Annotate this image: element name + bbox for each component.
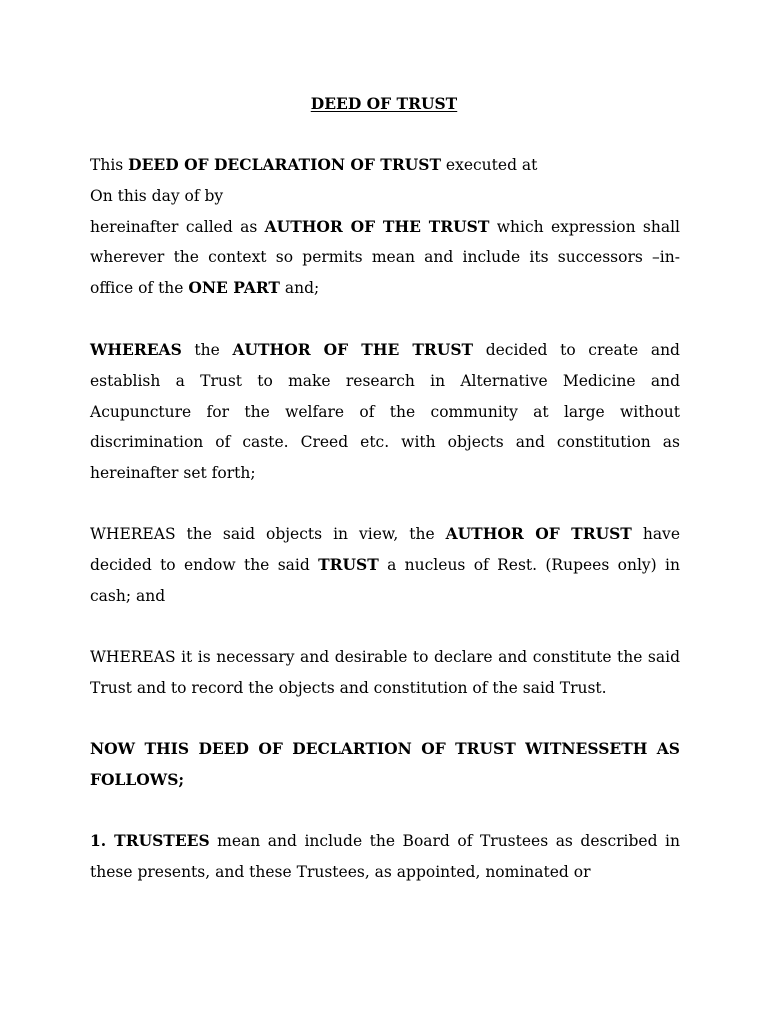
- intro-author-clause: hereinafter called as AUTHOR OF THE TRUST which expression shall wherever the context so permits mean and include its successors –in-office of the ONE PART and;: [90, 216, 681, 298]
- whereas-paragraph-2: WHEREAS the said objects in view, the AUTHOR OF TRUST have decided to endow the said TRUST a nucleus of Rest. (Rupees only) in cash; and: [90, 524, 680, 605]
- clause-1-trustees: 1. TRUSTEES mean and include the Board of Trustees as described in these presents, and these Trustees, as appointed, nominated or: [90, 831, 680, 881]
- intro-line-2: On this day of by: [90, 186, 224, 205]
- document-title: DEED OF TRUST: [310, 94, 458, 113]
- intro-line-1: This DEED OF DECLARATION OF TRUST executed at: [90, 155, 538, 174]
- intro-paragraph: [90, 150, 680, 304]
- whereas-paragraph-1: WHEREAS the AUTHOR OF THE TRUST decided to create and establish a Trust to make research in Alternative Medicine and Acupuncture for the welfare of the community at large without discrimination of caste. Creed etc. with objects and constitution as hereinafter set forth;: [90, 340, 680, 483]
- witnesseth-heading: NOW THIS DEED OF DECLARTION OF TRUST WITNESSETH AS FOLLOWS;: [90, 739, 680, 789]
- whereas-paragraph-3: WHEREAS it is necessary and desirable to declare and constitute the said Trust and to record the objects and constitution of the said Trust.: [90, 648, 680, 697]
